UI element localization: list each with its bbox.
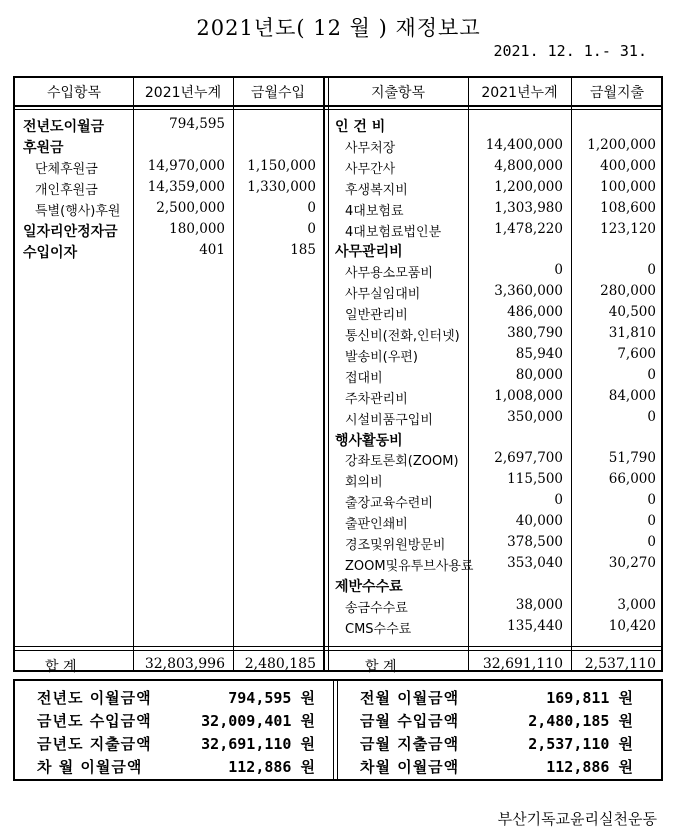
expense-item-label: 회의비 <box>345 475 383 491</box>
expense-item-cum: 1,008,000 <box>494 387 563 404</box>
income-item-cum: 180,000 <box>169 221 225 237</box>
expense-item-month: 10,420 <box>608 617 656 634</box>
summary-monthly-label: 금월 수입금액 <box>360 712 460 730</box>
expense-item-month: 100,000 <box>600 178 656 195</box>
expense-item-label: 4대보험료법인분 <box>345 224 442 240</box>
income-total-cum: 32,803,996 <box>144 656 225 672</box>
expense-item-label: 사무처장 <box>345 140 396 156</box>
header-expense-cum: 2021년누계 <box>481 85 558 101</box>
expense-item-month: 0 <box>647 534 656 550</box>
expense-item-month: 40,500 <box>608 304 656 321</box>
expense-item-label: 송금수수료 <box>345 600 408 616</box>
expense-item-month: 0 <box>647 408 656 425</box>
summary-annual-label: 전년도 이월금액 <box>37 689 152 707</box>
income-item-month: 1,150,000 <box>247 158 316 174</box>
header-expense-item: 지출항목 <box>370 85 426 101</box>
expense-item-label: 4대보험료 <box>345 203 404 219</box>
summary-annual-label: 금년도 수입금액 <box>37 712 152 730</box>
expense-item-cum: 378,500 <box>507 534 563 550</box>
expense-item-label: 행사활동비 <box>335 432 403 449</box>
expense-item-cum: 38,000 <box>515 596 563 613</box>
expense-item-label: 사무실임대비 <box>345 287 421 303</box>
expense-item-label: ZOOM및유투브사용료 <box>345 558 474 574</box>
expense-total-cum: 32,691,110 <box>482 656 563 672</box>
expense-item-month: 7,600 <box>617 345 656 362</box>
expense-item-month: 0 <box>647 262 656 279</box>
expense-item-label: 접대비 <box>345 370 383 386</box>
expense-item-label: 사무간사 <box>345 161 396 177</box>
income-item-label: 특별(행사)후원 <box>35 204 121 219</box>
total-rule <box>15 646 661 647</box>
expense-item-label: 경조및위원방문비 <box>345 538 446 553</box>
expense-total-label: 합 계 <box>365 659 397 675</box>
expense-item-label: CMS수수료 <box>345 621 412 637</box>
expense-item-label: 시설비품구입비 <box>345 412 433 428</box>
expense-item-month: 84,000 <box>608 387 656 404</box>
finance-table <box>13 76 663 675</box>
income-item-month: 0 <box>307 200 316 216</box>
expense-item-cum: 0 <box>554 262 563 279</box>
expense-item-cum: 350,000 <box>507 408 563 425</box>
expense-item-label: 제반수수료 <box>335 578 403 595</box>
expense-item-label: 주차관리비 <box>345 391 408 407</box>
expense-item-label: 강좌토론회(ZOOM) <box>345 454 459 470</box>
expense-item-cum: 1,478,220 <box>494 220 563 237</box>
expense-item-label: 발송비(우편) <box>345 349 418 365</box>
summary-annual-value: 794,595 원 <box>228 689 315 707</box>
total-rule <box>15 650 661 651</box>
expense-item-cum: 115,500 <box>507 471 563 488</box>
income-item-label: 수입이자 <box>23 245 78 261</box>
expense-item-cum: 14,400,000 <box>485 136 563 153</box>
expense-item-month: 30,270 <box>608 554 656 571</box>
expense-total-month: 2,537,110 <box>584 656 656 672</box>
expense-item-month: 1,200,000 <box>587 136 656 153</box>
income-item-label: 전년도이월금 <box>23 119 105 135</box>
income-item-cum: 14,970,000 <box>147 158 225 174</box>
summary-monthly-value: 112,886 원 <box>546 758 633 776</box>
summary-annual-value: 32,691,110 원 <box>201 735 315 753</box>
expense-item-label: 일반관리비 <box>345 308 408 324</box>
income-item-month: 0 <box>307 221 316 237</box>
report-period: 2021. 12. 1.- 31. <box>493 42 647 60</box>
expense-item-cum: 2,697,700 <box>494 450 563 467</box>
summary-monthly-label: 차월 이월금액 <box>360 758 460 776</box>
summary-monthly-value: 2,480,185 원 <box>528 712 633 730</box>
expense-item-label: 인 건 비 <box>335 119 386 135</box>
summary-monthly-label: 금월 지출금액 <box>360 735 460 753</box>
expense-item-month: 123,120 <box>600 220 656 237</box>
expense-item-month: 400,000 <box>600 157 656 174</box>
income-item-cum: 2,500,000 <box>156 200 225 216</box>
expense-item-label: 사무관리비 <box>335 244 403 261</box>
expense-item-cum: 0 <box>554 492 563 509</box>
header-expense-month: 금월지출 <box>589 85 645 101</box>
summary-annual-value: 112,886 원 <box>228 758 315 776</box>
expense-item-month: 0 <box>647 492 656 509</box>
summary-monthly-label: 전월 이월금액 <box>360 689 460 707</box>
expense-item-cum: 1,200,000 <box>494 178 563 195</box>
expense-item-cum: 3,360,000 <box>494 283 563 300</box>
expense-item-cum: 380,790 <box>507 325 563 341</box>
expense-item-label: 출장교육수련비 <box>345 496 433 512</box>
income-item-label: 일자리안정자금 <box>23 224 118 240</box>
header-income-cum: 2021년누계 <box>144 85 222 101</box>
expense-item-cum: 4,800,000 <box>494 157 563 174</box>
expense-item-cum: 85,940 <box>515 345 563 362</box>
expense-item-month: 0 <box>647 366 656 383</box>
expense-item-cum: 353,040 <box>507 554 563 571</box>
summary-annual-value: 32,009,401 원 <box>201 712 315 730</box>
report-title: 2021년도( 12 월 ) 재정보고 <box>196 16 481 40</box>
expense-item-cum: 135,440 <box>507 617 563 634</box>
expense-item-cum: 80,000 <box>515 366 563 383</box>
header-income-item: 수입항목 <box>46 85 102 101</box>
summary-divider <box>333 681 334 779</box>
summary-monthly-value: 2,537,110 원 <box>528 735 633 753</box>
income-total-label: 합 계 <box>45 659 77 675</box>
expense-item-cum: 486,000 <box>507 304 563 321</box>
expense-item-cum: 40,000 <box>515 513 563 530</box>
income-item-cum: 794,595 <box>169 116 225 132</box>
summary-annual-label: 차 월 이월금액 <box>37 758 143 776</box>
expense-item-label: 출판인쇄비 <box>345 517 408 533</box>
expense-item-month: 3,000 <box>617 596 656 613</box>
expense-item-label: 후생복지비 <box>345 182 408 198</box>
income-item-month: 1,330,000 <box>247 179 316 195</box>
expense-item-month: 0 <box>647 513 656 530</box>
income-item-month: 185 <box>290 242 316 258</box>
expense-item-label: 사무용소모품비 <box>345 266 433 282</box>
income-item-cum: 401 <box>199 242 225 258</box>
income-item-cum: 14,359,000 <box>147 179 225 195</box>
income-total-month: 2,480,185 <box>244 656 316 672</box>
summary-annual-label: 금년도 지출금액 <box>37 735 152 753</box>
income-item-label: 개인후원금 <box>35 183 98 198</box>
organization-name: 부산기독교윤리실천운동 <box>497 810 657 828</box>
col-divider <box>328 78 329 670</box>
header-rule <box>15 105 661 107</box>
expense-item-month: 51,790 <box>608 450 656 467</box>
summary-monthly-value: 169,811 원 <box>546 689 633 707</box>
expense-item-month: 66,000 <box>608 471 656 488</box>
income-item-label: 단체후원금 <box>35 162 98 177</box>
expense-item-label: 통신비(전화,인터넷) <box>345 329 460 344</box>
income-item-label: 후원금 <box>23 140 64 156</box>
header-rule <box>15 109 661 110</box>
header-income-month: 금월수입 <box>250 85 306 101</box>
expense-item-month: 31,810 <box>608 325 656 341</box>
balance-summary <box>13 679 663 781</box>
col-divider <box>323 78 325 670</box>
expense-item-month: 108,600 <box>600 199 656 216</box>
expense-item-cum: 1,303,980 <box>494 199 563 216</box>
summary-divider <box>337 681 338 779</box>
expense-item-month: 280,000 <box>600 283 656 300</box>
